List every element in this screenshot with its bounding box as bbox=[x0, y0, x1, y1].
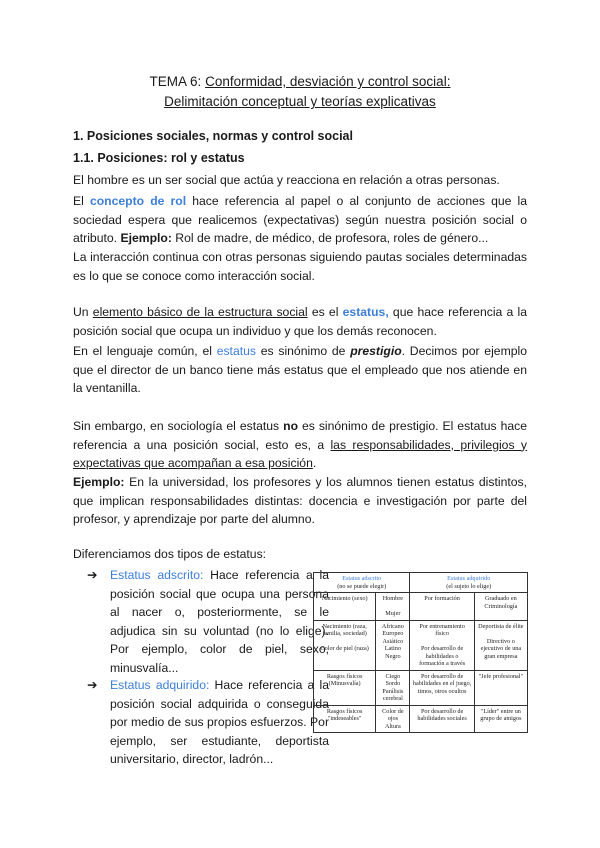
table-head-adquirido: Estatus adquirido (el sujeto lo elige) bbox=[410, 573, 528, 593]
status-table bbox=[313, 572, 528, 733]
paragraph-ejemplo-universidad: Ejemplo: En la universidad, los profesores y los alumnos tienen estatus distintos, que implican responsabilidades distintas: docencia e investigación por parte del profesor, y aprendizaje por parte del alumno. bbox=[73, 475, 527, 526]
title-line-2: Delimitación conceptual y teorías explicativas bbox=[164, 94, 436, 109]
bullet-estatus-adscrito: Estatus adscrito: Hace referencia a la posición social que ocupa una persona al nacer o, posteriormente, se le adjudica sin su voluntad (no lo elige). Por ejemplo, color de piel, sexo, minusvalía... bbox=[110, 568, 329, 675]
heading-1-1: 1.1. Posiciones: rol y estatus bbox=[73, 151, 245, 165]
paragraph-sociologia: Sin embargo, en sociología el estatus no es sinónimo de prestigio. El estatus hace referencia a una posición social, esto es, a las responsabilidades, privilegios y expectativas que acompañan a esa posición. bbox=[73, 419, 527, 470]
table-head-adscrito: Estatus adscrito (no se puede elegir) bbox=[314, 573, 410, 593]
arrow-right-icon: ➔ bbox=[87, 678, 98, 692]
paragraph-tipos: Diferenciamos dos tipos de estatus: bbox=[73, 547, 267, 561]
paragraph-estatus: Un elemento básico de la estructura social es el estatus, que hace referencia a la posición social que ocupa un individuo y que los demás reconocen. bbox=[73, 305, 527, 338]
page-subtitle bbox=[0, 92, 600, 112]
heading-1: 1. Posiciones sociales, normas y control social bbox=[73, 129, 353, 143]
table-row: Nacimiento (raza, familia, sociedad) Color de piel (raza) Africano Europeo Asiático Latino Negro Por entrenamiento físico Por desarrollo de habilidades o formación a través Deportista de élite Directivo o ejecutivo de una gran empresa bbox=[314, 620, 528, 670]
paragraph-prestigio: En el lenguaje común, el estatus es sinónimo de prestigio. Decimos por ejemplo que el director de un banco tiene más estatus que el empleado que nos atiende en la ventanilla. bbox=[73, 344, 527, 395]
table-row: Nacimiento (sexo) Hombre Mujer Por formación Graduado en Criminología bbox=[314, 593, 528, 621]
title-line-1: Conformidad, desviación y control social: bbox=[205, 74, 451, 89]
page-title bbox=[0, 72, 600, 92]
term-concepto-rol: concepto de rol bbox=[89, 194, 187, 208]
table-row: Rasgos físicos "indeseables" Color de ojos Altura Por desarrollo de habilidades sociales "Líder" entre un grupo de amigos bbox=[314, 705, 528, 733]
paragraph-ser-social: El hombre es un ser social que actúa y reacciona en relación a otras personas. bbox=[73, 173, 500, 187]
title-prefix: TEMA 6: bbox=[149, 74, 206, 89]
table-row: Rasgos físicos (Minusvalía) Ciego Sordo Parálisis cerebral Por desarrollo de habilidades en el juego, timos, otros ocultos "Jefe profesional" bbox=[314, 670, 528, 705]
arrow-right-icon: ➔ bbox=[87, 568, 98, 582]
bullet-estatus-adquirido: Estatus adquirido: Hace referencia a la posición social adquirida o conseguida por medio de sus propios esfuerzos. Por ejemplo, ser estudiante, deportista universitario, director, ladrón... bbox=[110, 678, 329, 766]
paragraph-rol: El concepto de rol hace referencia al papel o al conjunto de acciones que la sociedad espera que realicemos (expectativas) según nuestra posición social o atributo. Ejemplo: Rol de madre, de médico, de profesora, roles de género... bbox=[73, 194, 527, 245]
paragraph-interaccion: La interacción continua con otras personas siguiendo pautas sociales determinadas es lo que se conoce como interacción social. bbox=[73, 250, 527, 283]
term-estatus: estatus, bbox=[342, 305, 389, 319]
